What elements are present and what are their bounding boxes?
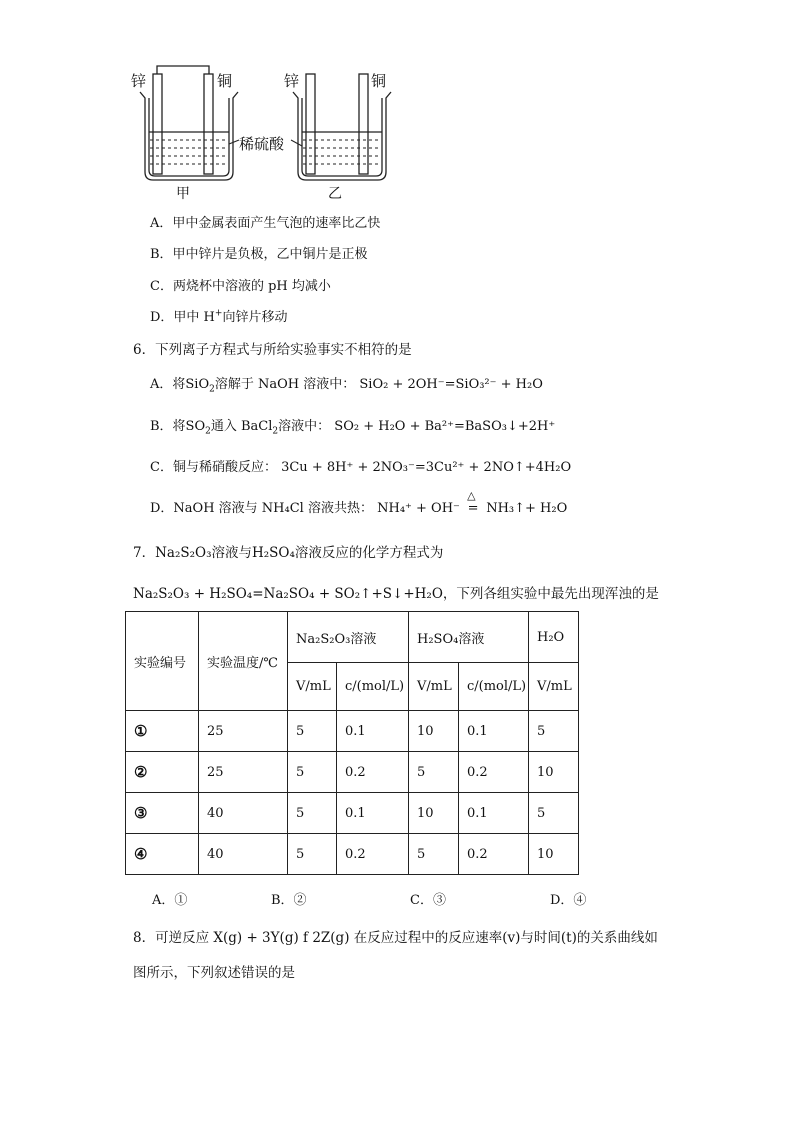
sub-c2: c/(mol/L): [459, 663, 529, 711]
sub-v3: V/mL: [529, 663, 579, 711]
q5-option-b[interactable]: B．甲中锌片是负极，乙中铜片是正极: [150, 247, 368, 262]
zinc-label-a: 锌: [131, 72, 147, 90]
row-v2: 5: [409, 834, 459, 875]
row-water: 10: [529, 752, 579, 793]
row-v1: 5: [288, 793, 337, 834]
q6-c-eq: 3Cu + 8H⁺ + 2NO₃⁻=3Cu²⁺ + 2NO↑+4H₂O: [281, 460, 572, 475]
q8-stem-line1: 8．可逆反应 X(g) + 3Y(g) f 2Z(g) 在反应过程中的反应速率(v)与时间(t)的关系曲线如: [133, 930, 658, 946]
header-na2s2o3: Na₂S₂O₃溶液: [288, 612, 409, 663]
header-temp: 实验温度/℃: [199, 612, 288, 711]
q6-b-mid2: 溶液中：: [278, 419, 331, 434]
row-water: 5: [529, 793, 579, 834]
header-exp-id: 实验编号: [126, 612, 199, 711]
row-c1: 0.1: [337, 793, 409, 834]
row-id: ③: [126, 793, 199, 834]
row-c1: 0.1: [337, 711, 409, 752]
row-c1: 0.2: [337, 834, 409, 875]
q6-a-pre: A．将SiO: [150, 377, 210, 392]
q6-b-pre: B．将SO: [150, 419, 206, 434]
row-c2: 0.1: [459, 793, 529, 834]
sub-v2: V/mL: [409, 663, 459, 711]
q7-option-d[interactable]: D．④: [550, 893, 587, 908]
q8-stem-line2: 图所示，下列叙述错误的是: [133, 965, 295, 981]
row-id: ④: [126, 834, 199, 875]
q5-option-a[interactable]: A．甲中金属表面产生气泡的速率比乙快: [150, 216, 381, 231]
sub-v1: V/mL: [288, 663, 337, 711]
row-c2: 0.2: [459, 834, 529, 875]
row-v2: 10: [409, 793, 459, 834]
row-v1: 5: [288, 834, 337, 875]
q5-option-c[interactable]: C．两烧杯中溶液的 pH 均减小: [150, 279, 331, 294]
q6-d-eq-right: NH₃↑+ H₂O: [486, 501, 568, 516]
q6-option-b[interactable]: B．将$SO_2$通入 BaCl$_2$溶液中： SO₂ + H₂O + Ba²⁺=BaSO₃↓+2H⁺: [150, 419, 556, 437]
q7-stem: 7．Na₂S₂O₃溶液与H₂SO₄溶液反应的化学方程式为: [133, 545, 444, 561]
acid-label: 稀硫酸: [239, 135, 285, 153]
row-temp: 25: [199, 711, 288, 752]
table-row: [126, 793, 579, 834]
table-row: [126, 834, 579, 875]
q6-a-mid: 溶解于 NaOH 溶液中：: [214, 377, 356, 392]
row-water: 10: [529, 834, 579, 875]
q7-option-b[interactable]: B．②: [271, 893, 307, 908]
q7-option-a[interactable]: A．①: [152, 893, 188, 908]
heat-symbol: △: [467, 489, 476, 502]
table-row: [126, 752, 579, 793]
row-temp: 40: [199, 793, 288, 834]
zinc-label-b: 锌: [284, 72, 300, 90]
experiment-table: [125, 611, 579, 875]
q6-d-text: D．NaOH 溶液与 NH₄Cl 溶液共热：: [150, 501, 373, 516]
row-v2: 5: [409, 752, 459, 793]
q5-option-d-sup: +: [214, 308, 223, 319]
q6-c-text: C．铜与稀硝酸反应：: [150, 460, 277, 475]
row-c2: 0.2: [459, 752, 529, 793]
row-c1: 0.2: [337, 752, 409, 793]
row-v1: 5: [288, 711, 337, 752]
copper-label-a: 铜: [217, 72, 233, 90]
row-temp: 25: [199, 752, 288, 793]
q7-option-c[interactable]: C．③: [410, 893, 446, 908]
beaker-a-label: 甲: [176, 186, 190, 202]
q5-option-d-pre: D．甲中 H: [150, 310, 215, 325]
table-row: [126, 711, 579, 752]
sub-c1: c/(mol/L): [337, 663, 409, 711]
q6-a-eq: SiO₂ + 2OH⁻=SiO₃²⁻ + H₂O: [359, 377, 543, 392]
row-v2: 10: [409, 711, 459, 752]
q6-b-eq: SO₂ + H₂O + Ba²⁺=BaSO₃↓+2H⁺: [334, 419, 556, 434]
header-water: H₂O: [529, 612, 579, 663]
q6-stem: 6．下列离子方程式与所给实验事实不相符的是: [133, 342, 412, 358]
beaker-b-label: 乙: [328, 186, 342, 202]
row-id: ②: [126, 752, 199, 793]
q6-b-mid: 通入 BaCl: [210, 419, 273, 434]
q5-option-d[interactable]: [150, 306, 287, 325]
q7-equation: Na₂S₂O₃ + H₂SO₄=Na₂SO₄ + SO₂↑+S↓+H₂O，下列各组实验中最先出现浑浊的是: [133, 586, 659, 602]
row-water: 5: [529, 711, 579, 752]
q6-d-eq-left: NH₄⁺ + OH⁻: [377, 501, 460, 516]
row-c2: 0.1: [459, 711, 529, 752]
header-h2so4: H₂SO₄溶液: [409, 612, 529, 663]
q6-option-a[interactable]: A．将SiO$_2$溶解于 NaOH 溶液中： SiO₂ + 2OH⁻=SiO₃²⁻ + H₂O: [150, 377, 543, 395]
row-temp: 40: [199, 834, 288, 875]
row-id: ①: [126, 711, 199, 752]
q6-option-c[interactable]: [150, 456, 571, 475]
copper-label-b: 铜: [371, 72, 387, 90]
q5-option-d-post: 向锌片移动: [222, 310, 288, 325]
q6-option-d[interactable]: D．NaOH 溶液与 NH₄Cl 溶液共热： NH₄⁺ + OH⁻ △ = NH₃↑+ H₂O: [150, 489, 568, 516]
row-v1: 5: [288, 752, 337, 793]
